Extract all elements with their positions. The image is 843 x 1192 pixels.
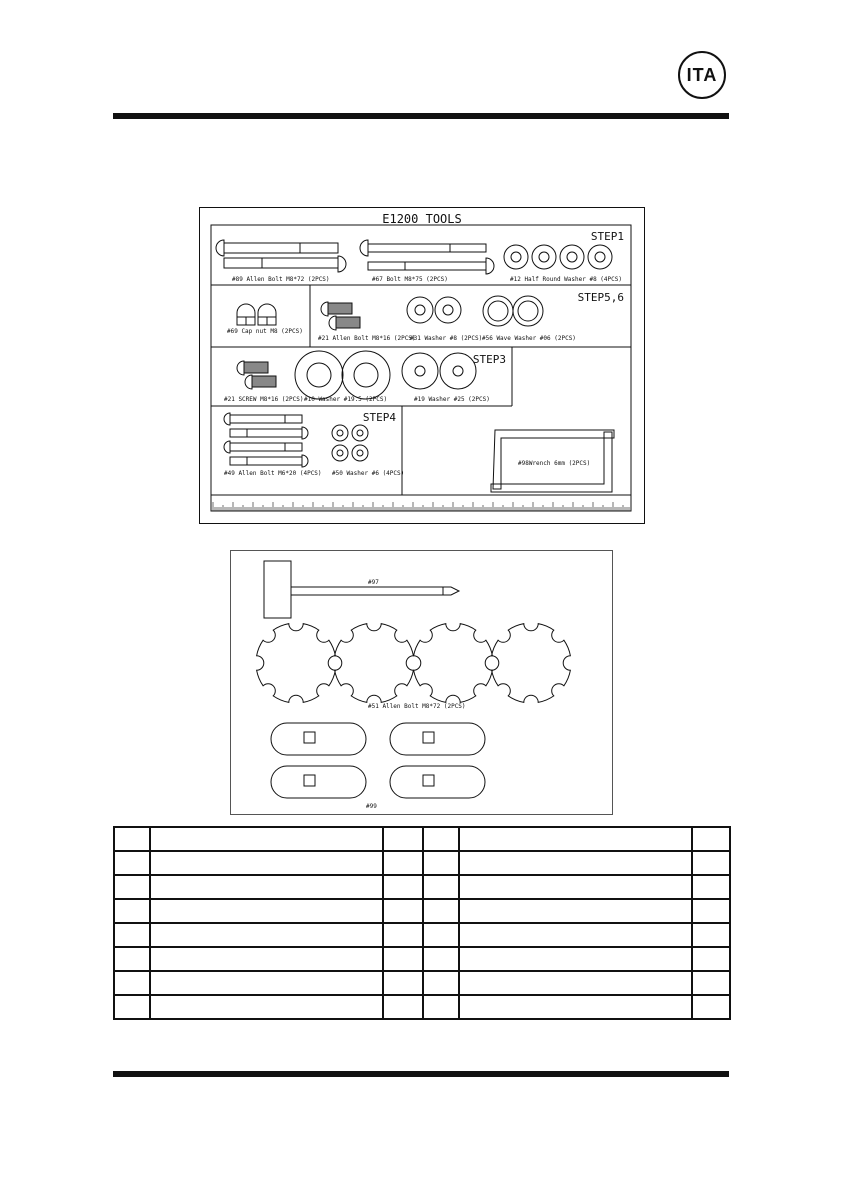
- allen-bolt-m8x16-icon: [321, 302, 360, 330]
- table-cell: [692, 875, 730, 899]
- table-cell: [459, 947, 692, 971]
- hardware-pack-drawing: [200, 208, 643, 522]
- wave-washer-icon: [483, 296, 543, 326]
- table-cell: [692, 971, 730, 995]
- part-21a-label: #21 Allen Bolt M8*16 (2PCS): [318, 335, 416, 342]
- table-cell: [114, 971, 150, 995]
- step3-label: STEP3: [472, 353, 506, 366]
- table-cell: [114, 947, 150, 971]
- header-rule: [113, 113, 729, 119]
- table-cell: [114, 995, 150, 1019]
- part-56-label: #56 Wave Washer #06 (2PCS): [482, 335, 576, 342]
- table-cell: [692, 995, 730, 1019]
- measuring-ruler: [213, 502, 629, 511]
- table-cell: [150, 971, 383, 995]
- table-cell: [383, 851, 423, 875]
- table-cell: [459, 899, 692, 923]
- part-21b-label: #21 SCREW M8*16 (2PCS): [224, 396, 304, 403]
- part-69-label: #69 Cap nut M8 (2PCS): [227, 328, 303, 335]
- table-row: [114, 851, 730, 875]
- washer-25-icon: [402, 353, 476, 389]
- allen-bolt-m6x20-icon: [224, 413, 308, 467]
- table-cell: [459, 995, 692, 1019]
- parts-list-table: [113, 826, 731, 1020]
- table-cell: [150, 947, 383, 971]
- part-67-label: #67 Bolt M8*75 (2PCS): [372, 276, 448, 283]
- table-cell: [459, 851, 692, 875]
- table-row: [114, 947, 730, 971]
- table-cell: [692, 947, 730, 971]
- table-cell: [383, 947, 423, 971]
- part-99-label: #99: [366, 803, 377, 810]
- washer-19-5-icon: [295, 351, 390, 399]
- part-51-label: #51 Allen Bolt M8*72 (2PCS): [368, 703, 466, 710]
- tool-accessories-panel: [230, 550, 613, 815]
- table-cell: [423, 875, 459, 899]
- table-cell: [459, 827, 692, 851]
- half-round-washer-icon: [504, 245, 612, 269]
- table-cell: [383, 899, 423, 923]
- table-cell: [459, 923, 692, 947]
- part-31-label: #31 Washer #8 (2PCS): [410, 335, 483, 342]
- part-50-label: #50 Washer #6 (4PCS): [332, 470, 405, 477]
- cap-nut-icon: [237, 304, 276, 325]
- table-cell: [423, 827, 459, 851]
- table-cell: [114, 875, 150, 899]
- table-cell: [423, 899, 459, 923]
- screwdriver-icon: [264, 561, 459, 618]
- table-row: [114, 827, 730, 851]
- table-row: [114, 875, 730, 899]
- tools-title: E1200 TOOLS: [382, 212, 462, 226]
- bolt-m8x75-icon: [360, 240, 494, 274]
- table-cell: [114, 923, 150, 947]
- table-cell: [150, 899, 383, 923]
- allen-bolt-m8x72-icon: [216, 240, 346, 272]
- table-cell: [423, 971, 459, 995]
- table-cell: [150, 851, 383, 875]
- table-cell: [692, 899, 730, 923]
- table-cell: [383, 923, 423, 947]
- table-cell: [423, 923, 459, 947]
- tool-accessories-drawing: [231, 551, 612, 814]
- part-10-label: #10 Washer #19.5 (2PCS): [304, 396, 388, 403]
- table-cell: [692, 827, 730, 851]
- table-row: [114, 971, 730, 995]
- table-cell: [114, 899, 150, 923]
- table-cell: [692, 923, 730, 947]
- part-98-label: #98Wrench 6mm (2PCS): [518, 460, 591, 467]
- table-cell: [114, 851, 150, 875]
- table-row: [114, 995, 730, 1019]
- table-cell: [459, 971, 692, 995]
- table-cell: [383, 971, 423, 995]
- table-cell: [423, 947, 459, 971]
- step4-label: STEP4: [362, 411, 396, 424]
- part-49-label: #49 Allen Bolt M6*20 (4PCS): [224, 470, 322, 477]
- table-cell: [423, 995, 459, 1019]
- table-cell: [692, 851, 730, 875]
- language-badge: ITA: [678, 51, 726, 99]
- step56-label: STEP5,6: [577, 291, 624, 304]
- table-cell: [459, 875, 692, 899]
- table-cell: [150, 827, 383, 851]
- washer-8-icon: [407, 297, 461, 323]
- part-19-label: #19 Washer #25 (2PCS): [414, 396, 490, 403]
- part-12-label: #12 Half Round Washer #8 (4PCS): [510, 276, 622, 283]
- table-cell: [150, 875, 383, 899]
- table-row: [114, 899, 730, 923]
- step1-label: STEP1: [590, 230, 624, 243]
- table-cell: [150, 923, 383, 947]
- table-cell: [383, 875, 423, 899]
- washer-6-icon: [332, 425, 368, 461]
- table-cell: [423, 851, 459, 875]
- table-cell: [383, 995, 423, 1019]
- part-97-label: #97: [368, 579, 379, 586]
- table-cell: [383, 827, 423, 851]
- screw-m8x16-icon: [237, 361, 276, 389]
- knob-washer-icon: [257, 624, 571, 703]
- footer-rule: [113, 1071, 729, 1077]
- table-cell: [114, 827, 150, 851]
- spacer-pad-icon: [271, 723, 485, 798]
- table-cell: [150, 995, 383, 1019]
- hardware-pack-panel: [199, 207, 645, 524]
- table-row: [114, 923, 730, 947]
- part-89-label: #89 Allen Bolt M8*72 (2PCS): [232, 276, 330, 283]
